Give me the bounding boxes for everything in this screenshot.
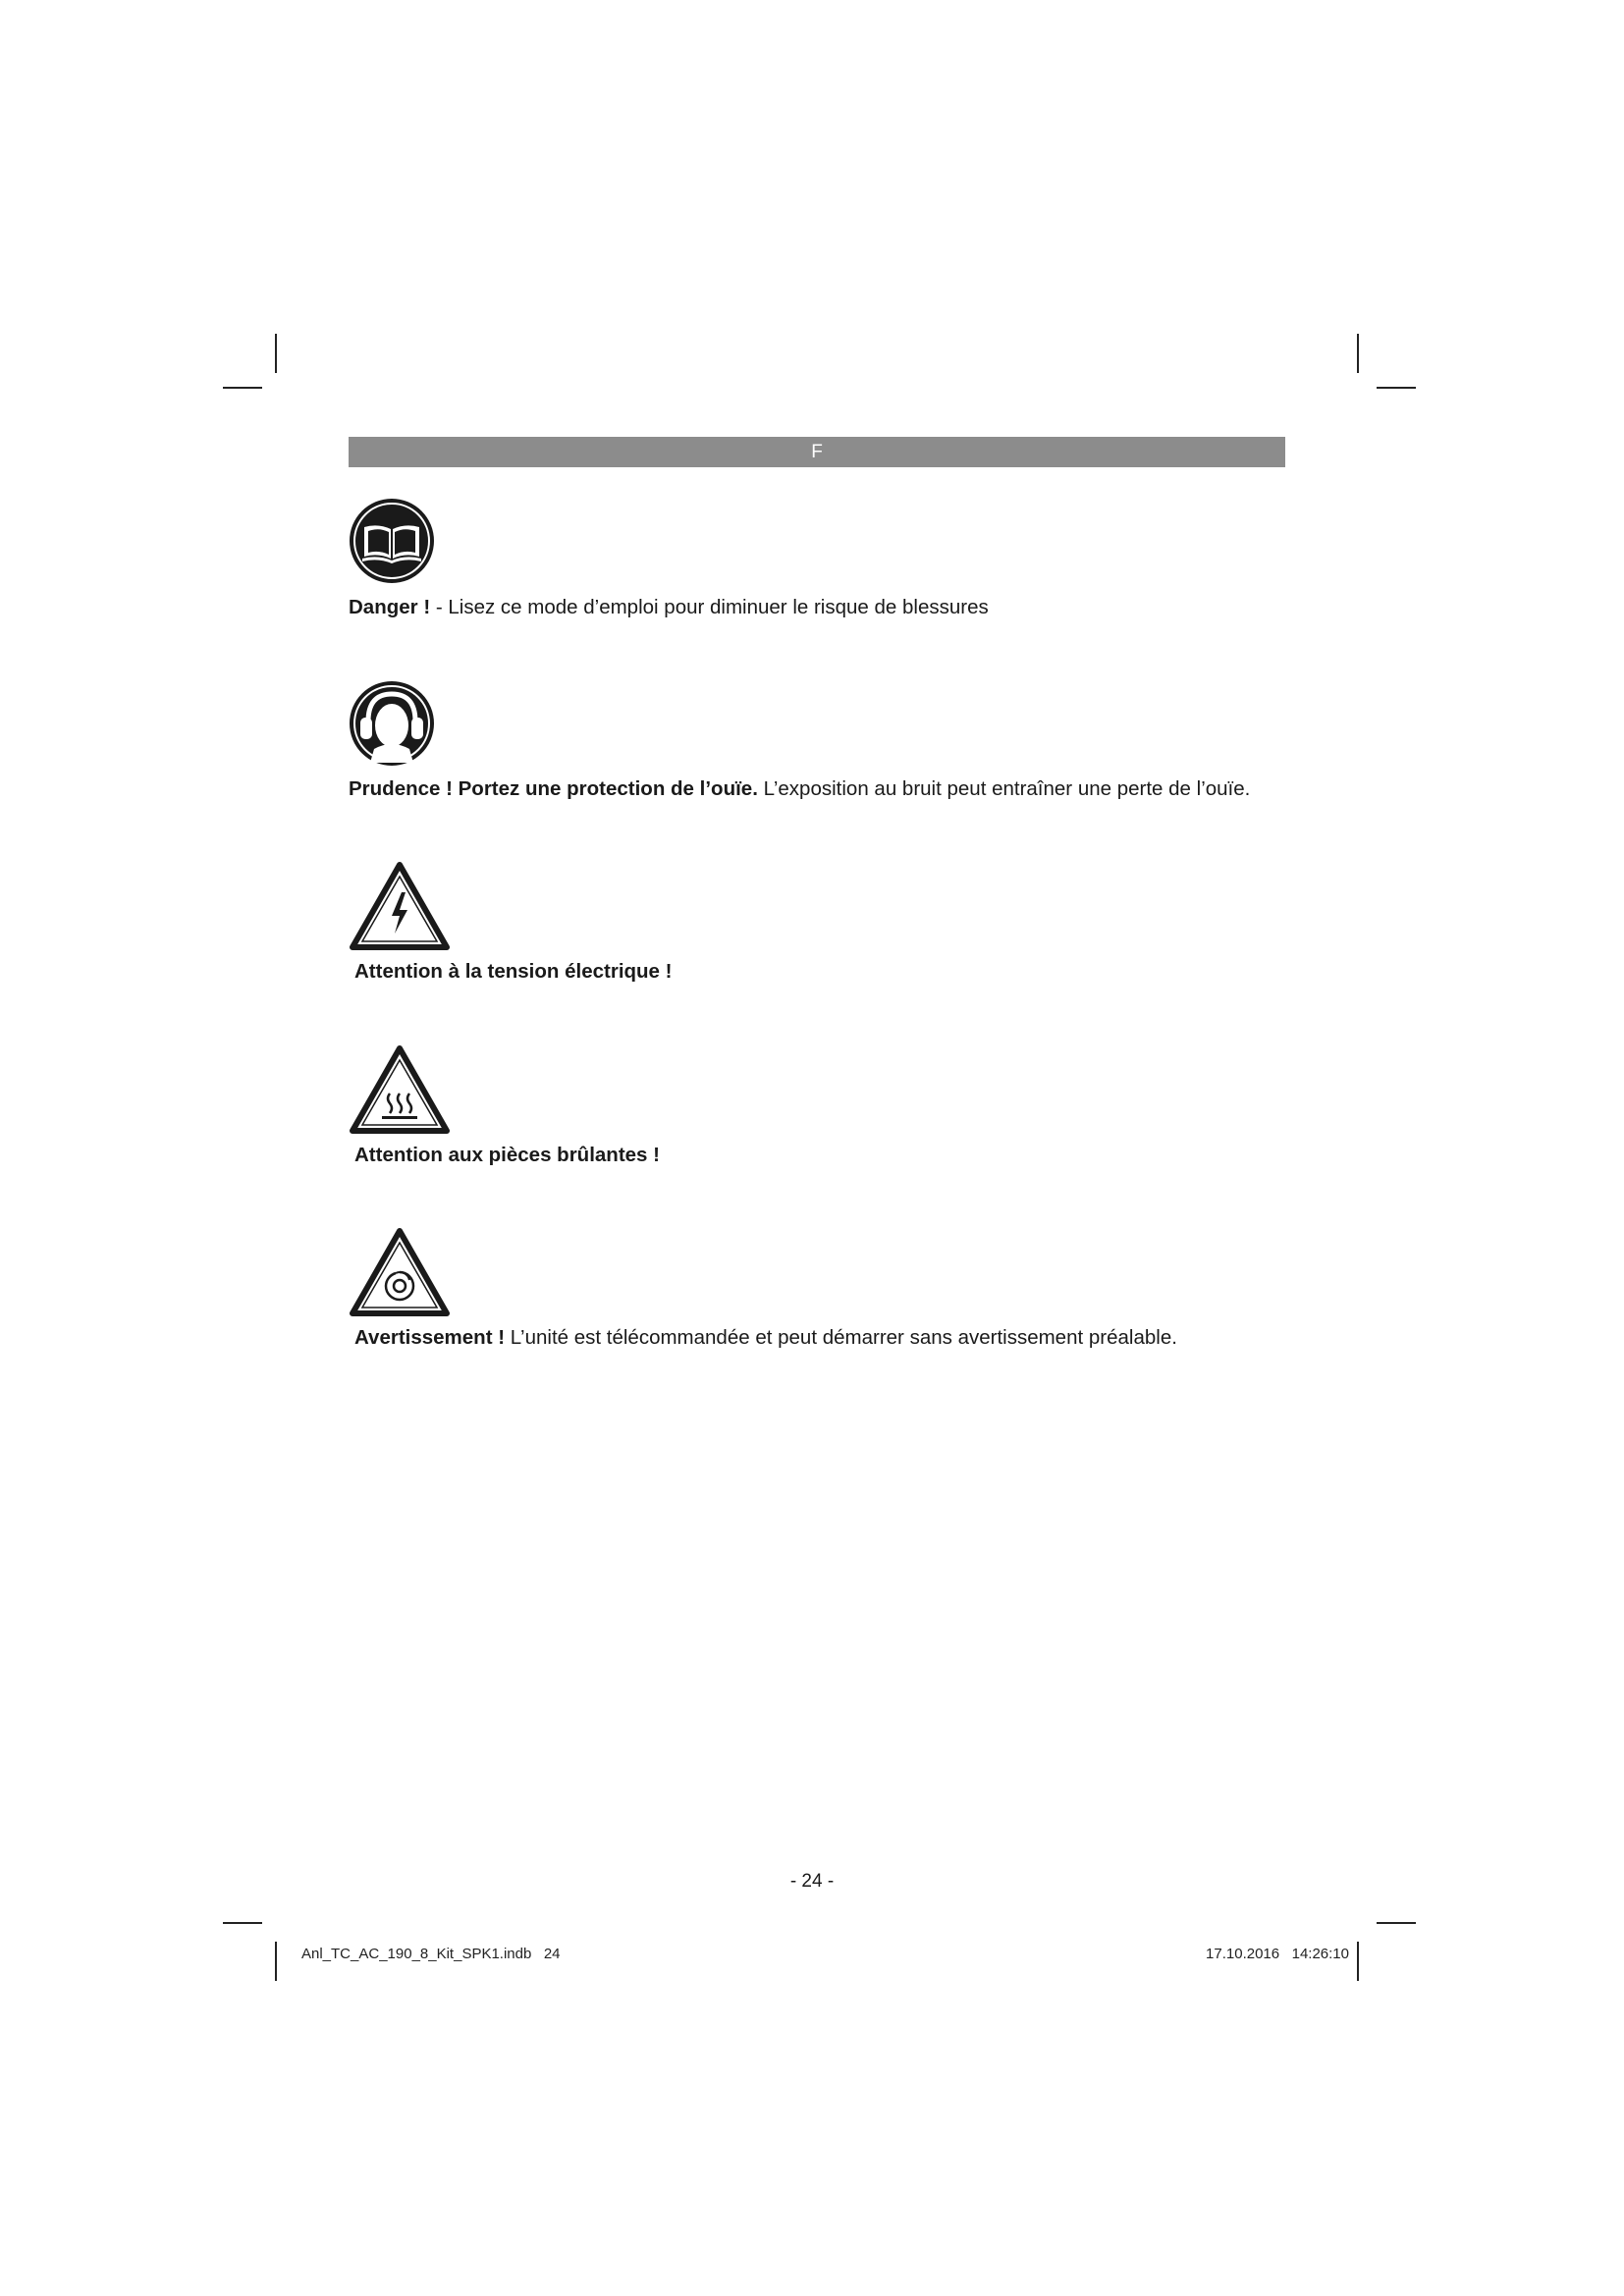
caption-prudence: Prudence ! Portez une protection de l’ouïe. L’exposition au bruit peut entraîner une perte de l’ouïe. — [349, 777, 1251, 800]
caption-hot-surface: Attention aux pièces brûlantes ! — [354, 1144, 660, 1166]
crop-mark — [1357, 1942, 1359, 1981]
crop-mark — [275, 334, 277, 373]
caption-danger: Danger ! - Lisez ce mode d’emploi pour diminuer le risque de blessures — [349, 596, 989, 618]
footer-timestamp: 17.10.2016 14:26:10 — [1206, 1946, 1349, 1962]
crop-mark — [1377, 387, 1416, 389]
crop-mark — [223, 387, 262, 389]
caption-automatic-start: Avertissement ! L’unité est télécommandée et peut démarrer sans avertissement préalable. — [354, 1326, 1177, 1349]
crop-mark — [275, 1942, 277, 1981]
page-number: - 24 - — [789, 1871, 835, 1892]
section-header-bar — [349, 437, 1285, 467]
read-manual-icon — [349, 498, 435, 584]
electric-voltage-warning-icon — [349, 861, 451, 951]
crop-mark — [1357, 334, 1359, 373]
crop-mark — [223, 1922, 262, 1924]
automatic-start-warning-icon — [349, 1227, 451, 1317]
hearing-protection-icon — [349, 680, 435, 767]
caption-electric-voltage: Attention à la tension électrique ! — [354, 960, 673, 983]
footer-file-name: Anl_TC_AC_190_8_Kit_SPK1.indb 24 — [301, 1946, 561, 1962]
section-letter: F — [811, 441, 823, 462]
crop-mark — [1377, 1922, 1416, 1924]
hot-surface-warning-icon — [349, 1044, 451, 1135]
